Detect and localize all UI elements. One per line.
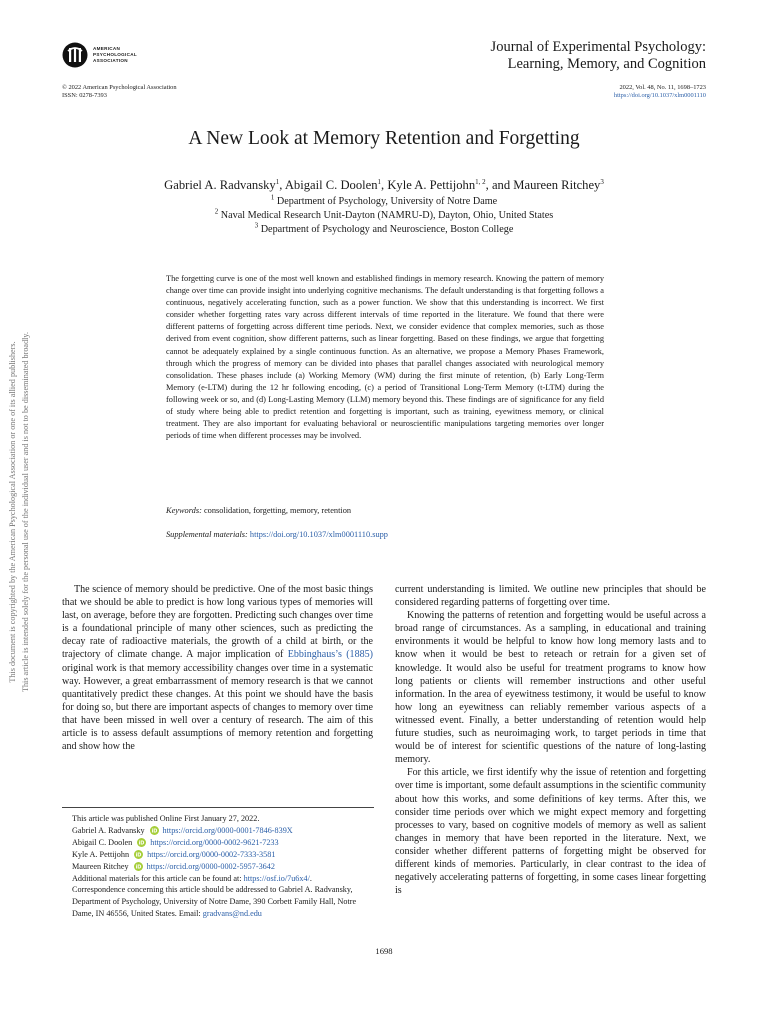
affiliation-2 [0, 207, 768, 221]
author-name: Abigail C. Doolen [284, 178, 378, 192]
keywords [166, 506, 351, 515]
affiliation-number: 1 [270, 193, 275, 202]
publication-note: This article was published Online First January 27, 2022. [72, 814, 260, 823]
orcid-link[interactable]: https://orcid.org/0000-0002-7333-3581 [147, 849, 276, 859]
author-name: Maureen Ritchey [513, 178, 601, 192]
copyright-block [62, 84, 177, 99]
copyright-side-notice [7, 282, 33, 742]
body-paragraph: current understanding is limited. We outline new principles that should be considered regarding patterns of forgetting over time. [395, 584, 706, 609]
orcid-entry [62, 825, 374, 837]
author-separator: , [381, 178, 388, 192]
supplemental-materials [166, 530, 388, 539]
article-title: A New Look at Memory Retention and Forgetting [188, 128, 580, 149]
author-affiliation-marker: 1, 2 [475, 177, 486, 186]
journal-name-line: Journal of Experimental Psychology: [490, 39, 706, 55]
author-affiliation-marker: 1 [275, 177, 280, 186]
logo-line: PSYCHOLOGICAL [93, 52, 137, 57]
orcid-entry [62, 849, 374, 861]
author-affiliation-marker: 1 [377, 177, 382, 186]
orcid-link[interactable]: https://orcid.org/0000-0002-5957-3642 [146, 861, 275, 871]
email-link[interactable]: gradvans@nd.edu [202, 909, 262, 919]
author-list [0, 178, 768, 193]
orcid-icon [134, 850, 143, 859]
issn-text: ISSN: 0278-7393 [62, 91, 107, 99]
body-paragraph: For this article, we first identify why the issue of retention and forgetting over time is important, some default assumptions in the scientific community about how this works, and some definitions of key terms. After this, we consider time periods over which we might expect memory and forgetting processes to vary, based on cognitive models of memory as well as salient changes in memory that have been reported in the literature. Next, we consider whether different patterns of forgetting might be observed for different kinds of memories. Particularly, in clear contrast to the idea of negatively accelerating patterns of forgetting, in some cases linear forgetting is [395, 767, 706, 897]
orcid-author-name: Maureen Ritchey [72, 861, 129, 871]
affiliation-text: Naval Medical Research Unit-Dayton (NAMRU-D), Dayton, Ohio, United States [220, 210, 554, 221]
orcid-entry [62, 837, 374, 849]
svg-text:iD: iD [138, 840, 145, 847]
correspondence-note [62, 884, 374, 920]
author-name: Kyle A. Pettijohn [387, 178, 476, 192]
journal-name [306, 39, 706, 73]
author-name: Gabriel A. Radvansky [164, 178, 276, 192]
apa-logo [62, 42, 162, 68]
keywords-label: Keywords: [166, 506, 202, 515]
orcid-author-name: Kyle A. Pettijohn [72, 849, 130, 859]
footnotes [62, 813, 374, 920]
logo-line: AMERICAN [93, 46, 121, 51]
orcid-icon [137, 838, 146, 847]
affiliation-text: Department of Psychology and Neuroscience, Boston College [260, 224, 514, 235]
apa-logo-mark [62, 42, 88, 68]
orcid-icon [134, 862, 143, 871]
page-number: 1698 [375, 946, 393, 956]
orcid-author-name: Gabriel A. Radvansky [72, 825, 145, 835]
body-column-left [62, 583, 373, 753]
additional-materials-suffix: . [309, 873, 312, 883]
footnote-divider [62, 807, 374, 808]
body-paragraph [62, 583, 373, 753]
author-affiliation-marker: 3 [600, 177, 604, 186]
orcid-author-name: Abigail C. Doolen [72, 837, 133, 847]
osf-link[interactable]: https://osf.io/7u6x4/ [243, 873, 310, 883]
author-separator: , [279, 178, 285, 192]
keywords-text: consolidation, forgetting, memory, retention [203, 506, 352, 515]
citation-text: 2022, Vol. 48, No. 11, 1698–1723 [619, 84, 706, 91]
orcid-link[interactable]: https://orcid.org/0000-0002-9621-7233 [150, 837, 279, 847]
affiliation-number: 3 [254, 221, 259, 230]
copyright-text: © 2022 American Psychological Association [62, 84, 177, 91]
body-text: original work is that memory accessibility changes over time in a systematic way. However, a great embarrassment of memory research is that we cannot quantitatively predict these changes. At this point we should have the basis for doing so, but there are important aspects of changes to memory over time that have been missed in well over a century of research. The aim of this article is to assess default assumptions of memory retention and forgetting and show how the [62, 662, 373, 753]
supplemental-link[interactable]: https://doi.org/10.1037/xlm0001110.supp [249, 530, 388, 539]
orcid-entry [62, 861, 374, 873]
svg-text:iD: iD [151, 828, 157, 835]
body-column-right [395, 583, 706, 897]
logo-line: ASSOCIATION [93, 58, 128, 63]
side-notice-line: This article is intended solely for the personal use of the individual user and is not to be disseminated broadly. [20, 331, 30, 693]
abstract: The forgetting curve is one of the most well known and established findings in memory research. Knowing the pattern of memory change over time can provide insight into underlying cognitive mechanisms. The default understanding is that forgetting follows a continuous, negatively accelerating function, such as a power function. We show that this understanding is incorrect. We first consider whether forgetting rates vary across different intervals of time reported in the literature. We found that there were different patterns of forgetting across different time periods. Next, we consider evidence that complex memories, such as those derived from event cognition, show different patterns, such as linear forgetting. Based on these findings, we argue that forgetting cannot be adequately explained by a single continuous function. As an alternative, we propose a Memory Phases Framework, through which the progress of memory can be divided into phases that parallel changes associated with neurological memory consolidation. These phases include (a) Working Memory (WM) during the first minute of retention, (b) Early Long-Term Memory (e-LTM) during the 12 hr following encoding, (c) a period of Transitional Long-Term Memory (t-LTM) during the following week or so, and (d) Long-Lasting Memory (LLM) memory beyond this. These findings are of significance for any field of study where being able to predict retention and forgetting is important, such as training, eyewitness memory, or clinical treatment. They are also important for evaluating behavioral or neuroscientific manipulations targeting memories over longer periods of time when different processes may be involved. [166, 274, 604, 441]
body-paragraph: Knowing the patterns of retention and forgetting would be useful across a broad range of circumstances. As a sampling, in educational and training environments it would be helpful to know how long memory lasts and to know when it would be best to reteach or retrain for a given set of knowledge. It would also be useful for treatment programs to know how long patients or clients will remember instructions and other useful information. In the area of eyewitness testimony, it would be useful to know how long an eyewitness can reliably remember various aspects of a witnessed event. Finally, a better understanding of retention would help future studies, such as neuroimaging work, to target periods in time that would be of interest for scientific questions of the nature of long-lasting memory. [395, 610, 706, 766]
orcid-icon [150, 826, 159, 835]
author-separator: , and [485, 178, 514, 192]
affiliation-number: 2 [214, 207, 219, 216]
orcid-link[interactable]: https://orcid.org/0000-0001-7846-839X [162, 825, 293, 835]
correspondence-text: Correspondence concerning this article should be addressed to Gabriel A. Radvansky, Department of Psychology, University of Notre Dame, 390 Corbett Family Hall, Notre Dame, IN 46556, United States. Email: [72, 885, 357, 919]
svg-text:iD: iD [135, 864, 142, 871]
affiliation-1 [0, 193, 768, 207]
citation-link[interactable]: Ebbinghaus’s (1885) [287, 649, 373, 661]
citation-block [614, 84, 706, 99]
affiliation-text: Department of Psychology, University of Notre Dame [276, 196, 498, 207]
additional-materials-note [62, 873, 374, 885]
supplemental-label: Supplemental materials: [166, 530, 248, 539]
svg-text:iD: iD [135, 852, 142, 859]
doi-link[interactable]: https://doi.org/10.1037/xlm0001110 [613, 91, 706, 99]
body-text: The science of memory should be predictive. One of the most basic things that we should be able to predict is how long various types of memories will last, on average, before they are forgotten. Predicting such changes over time is a foundational principle of many other sciences, such as predicting the decay rate of radioactive materials, the growth of a child at birth, or the trajectory of climate change. A major implication of [62, 584, 373, 661]
additional-materials-text: Additional materials for this article can be found at: [72, 873, 244, 883]
side-notice-line: This document is copyrighted by the American Psychological Association or one of its allied publishers. [8, 341, 17, 683]
affiliation-3 [0, 221, 768, 235]
apa-logo-text [93, 46, 137, 64]
journal-name-line: Learning, Memory, and Cognition [507, 56, 706, 72]
